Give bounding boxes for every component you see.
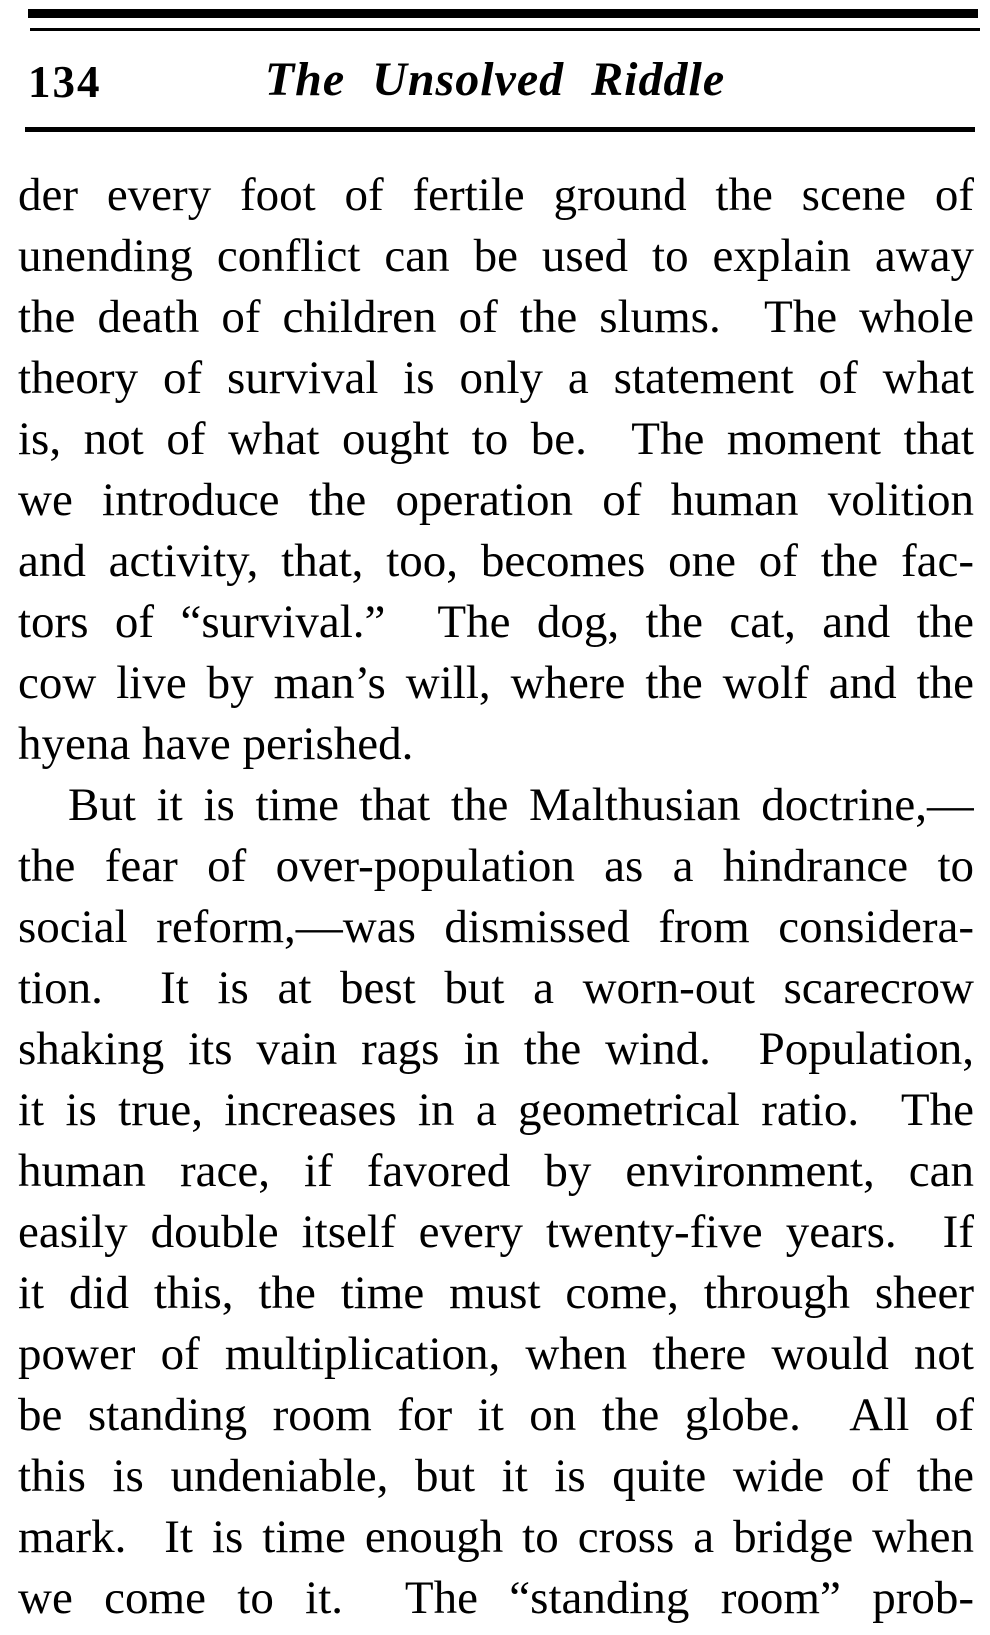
- text-line: power of multiplication, when there would not: [18, 1328, 974, 1380]
- text-line: be standing room for it on the globe. All of: [18, 1389, 974, 1441]
- text-line: it is true, increases in a geometrical ratio. The: [18, 1084, 974, 1136]
- text-line: and activity, that, too, becomes one of the fac-: [18, 535, 974, 587]
- text-line: hyena have perished.: [18, 718, 414, 770]
- header-rule: [25, 127, 975, 132]
- text-line: tion. It is at best but a worn-out scarecrow: [18, 962, 974, 1014]
- text-line: the death of children of the slums. The whole: [18, 291, 974, 343]
- text-line: But it is time that the Malthusian doctrine,—: [68, 779, 974, 831]
- text-line: mark. It is time enough to cross a bridge when: [18, 1511, 974, 1563]
- text-line: social reform,—was dismissed from considera-: [18, 901, 974, 953]
- text-line: easily double itself every twenty-five years. If: [18, 1206, 974, 1258]
- text-line: this is undeniable, but it is quite wide of the: [18, 1450, 974, 1502]
- text-line: is, not of what ought to be. The moment that: [18, 413, 974, 465]
- text-line: it did this, the time must come, through sheer: [18, 1267, 974, 1319]
- text-line: the fear of over-population as a hindrance to: [18, 840, 974, 892]
- page-number: 134: [28, 57, 102, 107]
- text-line: human race, if favored by environment, can: [18, 1145, 974, 1197]
- page-header: [0, 0, 990, 127]
- running-title: The Unsolved Riddle: [264, 53, 726, 106]
- text-line: shaking its vain rags in the wind. Population,: [18, 1023, 974, 1075]
- text-line: theory of survival is only a statement of what: [18, 352, 974, 404]
- text-line: we introduce the operation of human volition: [18, 474, 974, 526]
- text-line: cow live by man’s will, where the wolf and the: [18, 657, 974, 709]
- body-text: [0, 165, 990, 1629]
- text-line: tors of “survival.” The dog, the cat, and the: [18, 596, 974, 648]
- text-line: unending conflict can be used to explain away: [18, 230, 974, 282]
- text-line: der every foot of fertile ground the scene of: [18, 169, 974, 221]
- text-line: we come to it. The “standing room” prob-: [18, 1572, 974, 1624]
